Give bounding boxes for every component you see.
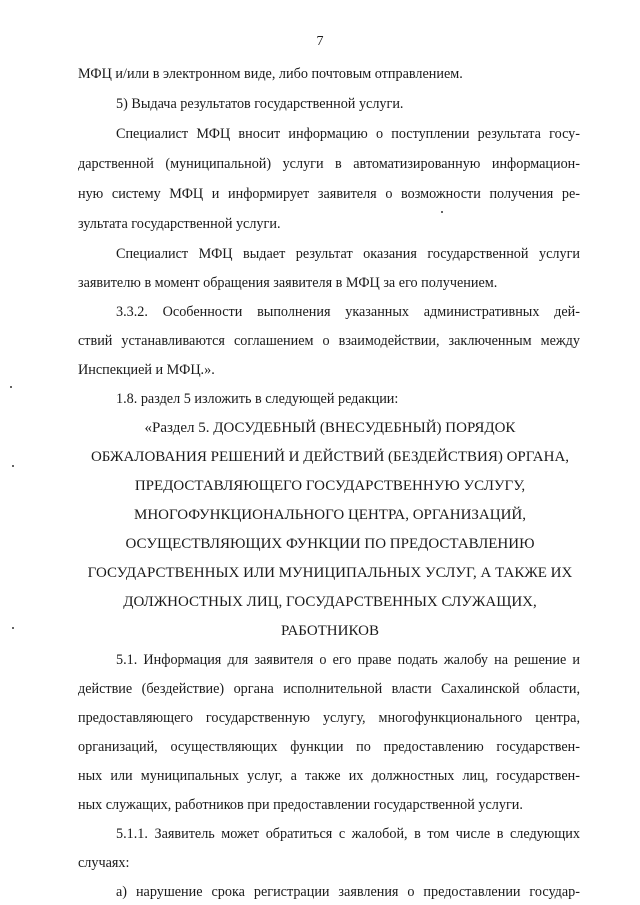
text-line: ную систему МФЦ и информирует заявителя о возможности получения ре-: [78, 186, 580, 202]
heading-line: МНОГОФУНКЦИОНАЛЬНОГО ЦЕНТРА, ОРГАНИЗАЦИЙ,: [133, 507, 527, 523]
scan-speck: [10, 386, 12, 388]
text-line: действие (бездействие) органа исполнительной власти Сахалинской области,: [78, 681, 580, 697]
text-line: предоставляющего государственную услугу, многофункционального центра,: [78, 710, 580, 726]
text-line: Инспекцией и МФЦ.».: [78, 362, 215, 378]
text-line: 3.3.2. Особенности выполнения указанных административных дей-: [116, 304, 580, 320]
heading-line: РАБОТНИКОВ: [281, 623, 379, 639]
heading-line: ОБЖАЛОВАНИЯ РЕШЕНИЙ И ДЕЙСТВИЙ (БЕЗДЕЙСТВИЯ) ОРГАНА,: [90, 449, 570, 465]
text-line: 5.1.1. Заявитель может обратиться с жалобой, в том числе в следующих: [116, 826, 580, 842]
text-line: зультата государственной услуги.: [78, 216, 281, 232]
text-line: а) нарушение срока регистрации заявления о предоставлении государ-: [116, 884, 580, 900]
text-line: Специалист МФЦ вносит информацию о поступлении результата госу-: [116, 126, 580, 142]
scan-speck: [12, 627, 14, 629]
text-line: заявителю в момент обращения заявителя в МФЦ за его получением.: [78, 275, 498, 291]
text-line: организаций, осуществляющих функции по предоставлению государствен-: [78, 739, 580, 755]
heading-line: ПРЕДОСТАВЛЯЮЩЕГО ГОСУДАРСТВЕННУЮ УСЛУГУ,: [134, 478, 526, 494]
page-number: 7: [316, 34, 324, 49]
scan-speck: [441, 211, 443, 213]
text-line: 5) Выдача результатов государственной услуги.: [116, 96, 404, 112]
text-line: дарственной (муниципальной) услуги в автоматизированную информацион-: [78, 156, 580, 172]
heading-line: ГОСУДАРСТВЕННЫХ ИЛИ МУНИЦИПАЛЬНЫХ УСЛУГ, А ТАКЖЕ ИХ: [87, 565, 573, 581]
text-line: МФЦ и/или в электронном виде, либо почтовым отправлением.: [78, 66, 463, 82]
text-line: ствий устанавливаются соглашением о взаимодействии, заключенным между: [78, 333, 580, 349]
text-line: случаях:: [78, 855, 130, 871]
heading-line: «Раздел 5. ДОСУДЕБНЫЙ (ВНЕСУДЕБНЫЙ) ПОРЯДОК: [144, 420, 516, 436]
text-line: 1.8. раздел 5 изложить в следующей редакции:: [116, 391, 399, 407]
text-line: 5.1. Информация для заявителя о его праве подать жалобу на решение и: [116, 652, 580, 668]
text-line: Специалист МФЦ выдает результат оказания государственной услуги: [116, 246, 580, 262]
heading-line: ОСУЩЕСТВЛЯЮЩИХ ФУНКЦИИ ПО ПРЕДОСТАВЛЕНИЮ: [125, 536, 535, 552]
text-line: ных или муниципальных услуг, а также их должностных лиц, государствен-: [78, 768, 580, 784]
scan-speck: [12, 465, 14, 467]
heading-line: ДОЛЖНОСТНЫХ ЛИЦ, ГОСУДАРСТВЕННЫХ СЛУЖАЩИХ,: [123, 594, 537, 610]
text-line: ных служащих, работников при предоставлении государственной услуги.: [78, 797, 523, 813]
